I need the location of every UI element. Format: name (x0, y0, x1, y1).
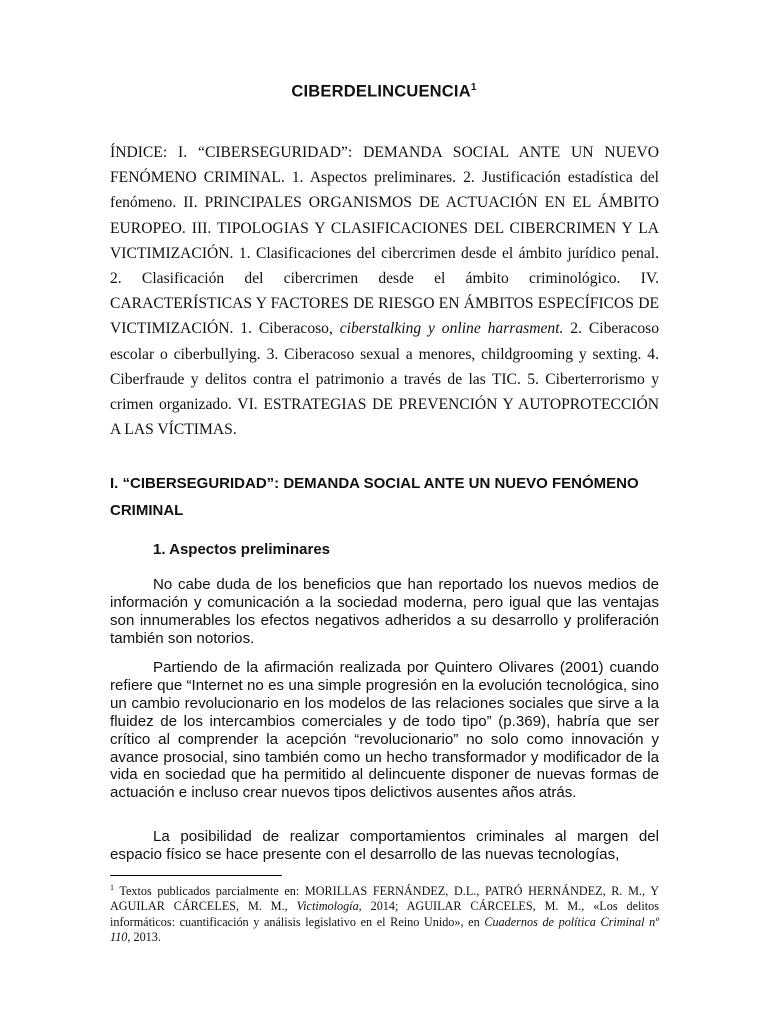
footnote-text-1: Textos publicados parcialmente en: MORILLAS FERNÁNDEZ, D.L., PATRÓ HERNÁNDEZ, R. M., Y AGUILAR CÁRCELES, M. M., (110, 884, 659, 914)
footnote-divider (110, 875, 282, 876)
subsection-heading: 1. Aspectos preliminares (153, 541, 331, 558)
footnote-italic-1: Victimología, (296, 899, 362, 914)
title-footnote-mark[interactable]: 1 (470, 82, 477, 93)
table-of-contents (110, 140, 659, 442)
footnote-italic-2: Cuadernos de política Criminal nº 110, (110, 914, 659, 945)
index-text-1: ÍNDICE: I. “CIBERSEGURIDAD”: DEMANDA SOCIAL ANTE UN NUEVO FENÓMENO CRIMINAL. 1. Aspectos preliminares. 2. Justificación estadística del fenómeno. II. PRINCIPALES ORGANISMOS DE ACTUACIÓN EN EL ÁMBITO EUROPEO. III. TIPOLOGIAS Y CLASIFICACIONES DEL CIBERCRIMEN Y LA VICTIMIZACIÓN. 1. Clasificaciones del cibercrimen desde el ámbito jurídico penal. 2. Clasificación del cibercrimen desde el ámbito criminológico. IV. CARACTERÍSTICAS Y FACTORES DE RIESGO EN ÁMBITOS ESPECÍFICOS DE VICTIMIZACIÓN. 1. Ciberacoso, (110, 144, 659, 338)
footnote-text-3: 2013. (130, 930, 161, 945)
title-text: CIBERDELINCUENCIA (291, 82, 471, 101)
index-text-2: 2. Ciberacoso escolar o ciberbullying. 3. Ciberacoso sexual a menores, childgrooming y sexting. 4. Ciberfraude y delitos contra el patrimonio a través de las TIC. 5. Ciberterrorismo y crimen organizado. VI. ESTRATEGIAS DE PREVENCIÓN Y AUTOPROTECCIÓN A LAS VÍCTIMAS. (110, 320, 659, 439)
footnote (110, 880, 659, 946)
paragraph-1 (110, 576, 659, 648)
paragraph-1-text: No cabe duda de los beneficios que han reportado los nuevos medios de información y comunicación a la sociedad moderna, pero igual que las ventajas son innumerables los efectos negativos adheridos a su desarrollo y proliferación también son notorios. (110, 576, 659, 647)
footnote-text-2: 2014; AGUILAR CÁRCELES, M. M., «Los delitos informáticos: cuantificación y análisis legislativo en el Reino Unido», en (110, 899, 659, 929)
footnote-mark: 1 (110, 883, 114, 892)
index-italic-text: ciberstalking y online harrasment. (339, 320, 564, 338)
section-heading: I. “CIBERSEGURIDAD”: DEMANDA SOCIAL ANTE UN NUEVO FENÓMENO CRIMINAL (110, 475, 639, 519)
paragraph-2 (110, 659, 659, 802)
paragraph-3-text: La posibilidad de realizar comportamientos criminales al margen del espacio físico se hace presente con el desarrollo de las nuevas tecnologías, (110, 828, 659, 863)
paragraph-2-text: Partiendo de la afirmación realizada por Quintero Olivares (2001) cuando refiere que “Internet no es una simple progresión en la evolución tecnológica, sino un cambio revolucionario en los modelos de las relaciones sociales que sirve a la fluidez de los intercambios comerciales y de todo tipo” (p.369), habría que ser crítico al comprender la acepción “revolucionario” no solo como innovación y avance prosocial, sino también como un hecho transformador y modificador de la vida en sociedad que ha permitido al delincuente disponer de nuevas formas de actuación e incluso crear nuevos tipos delictivos ausentes años atrás. (110, 659, 659, 802)
paragraph-3 (110, 828, 659, 864)
document-title (0, 82, 768, 102)
